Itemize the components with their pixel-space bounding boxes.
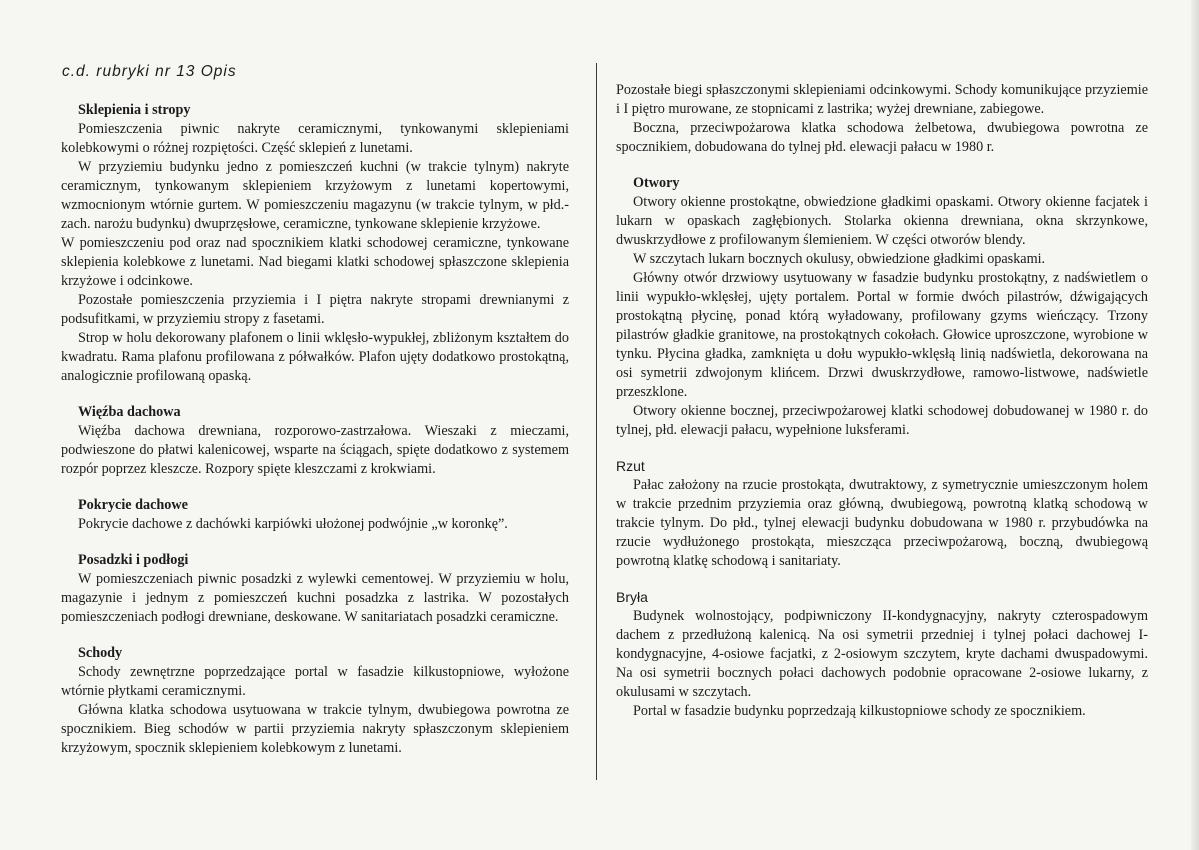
paragraph: Boczna, przeciwpożarowa klatka schodowa żelbetowa, dwubiegowa powrotna ze spocznikiem, dobudowana do tylnej płd. elewacji pałacu w 1980 r. xyxy=(616,120,1148,155)
section-title: Schody xyxy=(78,645,123,661)
paragraph: Portal w fasadzie budynku poprzedzają kilkustopniowe schody ze spocznikiem. xyxy=(633,703,1086,719)
paragraph: Strop w holu dekorowany plafonem o linii wklęsło-wypukłej, zbliżonym kształtem do kwadratu. Rama plafonu profilowana z półwałków. Plafon ujęty dodatkowo prostokątną, analogicznie profilowaną opaską. xyxy=(61,330,569,384)
paragraph: W przyziemiu budynku jedno z pomieszczeń kuchni (w trakcie tylnym) nakryte ceramicznym, tynkowanym sklepieniem krzyżowym z lunetami kopertowymi, wzmocnionym wtórnie gurtem. W pomieszczeniu magazynu (w trakcie tylnym, w płd.-zach. narożu budynku) dwuprzęsłowe, ceramiczne, tynkowane sklepienie krzyżowe. xyxy=(61,159,569,232)
section-pokrycie xyxy=(61,496,569,534)
paragraph: Więźba dachowa drewniana, rozporowo-zastrzałowa. Wieszaki z mieczami, podwieszone do płatwi kalenicowej, wsparte na ściągach, spięte dodatkowo z systemem rozpór poprzez kleszcze. Rozpory spięte kleszczami z krokwiami. xyxy=(61,423,569,477)
paragraph: Pozostałe biegi spłaszczonymi sklepieniami odcinkowymi. Schody komunikujące przyziemie i I piętro murowane, ze stopnicami z lastrika; wyżej drewniane, zabiegowe. xyxy=(616,82,1148,117)
paragraph: Pokrycie dachowe z dachówki karpiówki ułożonej podwójnie „w koronkę”. xyxy=(78,516,508,532)
left-column xyxy=(61,101,569,775)
section-title: Bryła xyxy=(616,589,648,605)
section-otwory xyxy=(616,174,1148,440)
section-title: Sklepienia i stropy xyxy=(78,102,191,118)
section-title: Posadzki i podłogi xyxy=(78,552,189,568)
paragraph: W szczytach lukarn bocznych okulusy, obwiedzione gładkimi opaskami. xyxy=(633,251,1046,267)
paragraph: Główna klatka schodowa usytuowana w trakcie tylnym, dwubiegowa powrotna ze spocznikiem. Bieg schodów w partii przyziemia nakryty spłaszczonym sklepieniem krzyżowym, spocznik sklepieniem kolebkowym z lunetami. xyxy=(61,702,569,756)
paragraph: Pomieszczenia piwnic nakryte ceramicznymi, tynkowanymi sklepieniami kolebkowymi o różnej rozpiętości. Część sklepień z lunetami. xyxy=(61,121,569,156)
section-schody xyxy=(61,644,569,758)
section-header: c.d. rubryki nr 13 Opis xyxy=(62,63,237,80)
paragraph: Schody zewnętrzne poprzedzające portal w fasadzie kilkustopniowe, wyłożone wtórnie płytkami ceramicznymi. xyxy=(61,664,569,699)
right-column xyxy=(616,81,1148,738)
section-schody-continued xyxy=(616,81,1148,157)
paragraph: Otwory okienne prostokątne, obwiedzione gładkimi opaskami. Otwory okienne facjatek i lukarn w opaskach zagłębionych. Stolarka okienna drewniana, okna skrzynkowe, dwuskrzydłowe z profilowanym ślemieniem. W części otworów blendy. xyxy=(616,194,1148,248)
paragraph: Pozostałe pomieszczenia przyziemia i I piętra nakryte stropami drewnianymi z podsufitkami, w przyziemiu stropy z fasetami. xyxy=(61,292,569,327)
paragraph: Pałac założony na rzucie prostokąta, dwutraktowy, z symetrycznie umieszczonym holem w trakcie przednim przyziemia oraz główną, dwubiegową, powrotną klatką schodową w trakcie tylnym. Do płd., tylnej elewacji budynku dobudowana w 1980 r. przybudówka na rzucie wydłużonego prostokąta, mieszcząca przeciwpożarową, boczną, dwubiegową powrotną klatkę schodową i sanitariaty. xyxy=(616,477,1148,569)
paragraph: Główny otwór drzwiowy usytuowany w fasadzie budynku prostokątny, z nadświetlem o linii wypukło-wklęsłej, ujęty portalem. Portal w formie dwóch pilastrów, dźwigających prostokątną płycinę, ponad którą wyładowany, profilowany gzyms wieńczący. Trzony pilastrów gładkie granitowe, na prostokątnych cokołach. Głowice uproszczone, wyrobione w tynku. Płycina gładka, zamknięta u dołu wypukło-wklęsłą linią nadświetla, dekorowana na osi symetrii zdwojonym klińcem. Drzwi dwuskrzydłowe, ramowo-listwowe, nadświetle przeszklone. xyxy=(616,270,1148,400)
section-title: Więźba dachowa xyxy=(78,404,181,420)
section-title: Otwory xyxy=(633,175,680,191)
paragraph: W pomieszczeniu pod oraz nad spocznikiem klatki schodowej ceramiczne, tynkowane sklepienia kolebkowe z lunetami. Nad biegami klatki schodowej spłaszczone sklepienia krzyżowe i odcinkowe. xyxy=(61,235,569,289)
section-bryla xyxy=(616,588,1148,721)
section-posadzki xyxy=(61,551,569,627)
paragraph: Otwory okienne bocznej, przeciwpożarowej klatki schodowej dobudowanej w 1980 r. do tylnej, płd. elewacji pałacu, wypełnione luksferami. xyxy=(616,403,1148,438)
section-title: Rzut xyxy=(616,458,645,474)
paragraph: W pomieszczeniach piwnic posadzki z wylewki cementowej. W przyziemiu w holu, magazynie i jednym z pomieszczeń kuchni posadzka z lastrika. W pozostałych pomieszczeniach podłogi drewniane, deskowane. W sanitariatach posadzki ceramiczne. xyxy=(61,571,569,625)
section-title: Pokrycie dachowe xyxy=(78,497,188,513)
column-divider xyxy=(596,63,597,780)
paragraph: Budynek wolnostojący, podpiwniczony II-kondygnacyjny, nakryty czterospadowym dachem z przedłużoną kalenicą. Na osi symetrii przedniej i tylnej połaci dachowej I-kondygnacyjne, 4-osiowe facjatki, z 2-osiowym szczytem, kryte dachami dwuspadowymi. Na osi symetrii bocznych połaci dachowych podobnie opracowane 2-osiowe lukarny, z okulusami w szczytach. xyxy=(616,608,1148,700)
section-rzut xyxy=(616,457,1148,571)
section-wiezba xyxy=(61,403,569,479)
page-edge xyxy=(1191,0,1199,850)
section-sklepienia xyxy=(61,101,569,386)
